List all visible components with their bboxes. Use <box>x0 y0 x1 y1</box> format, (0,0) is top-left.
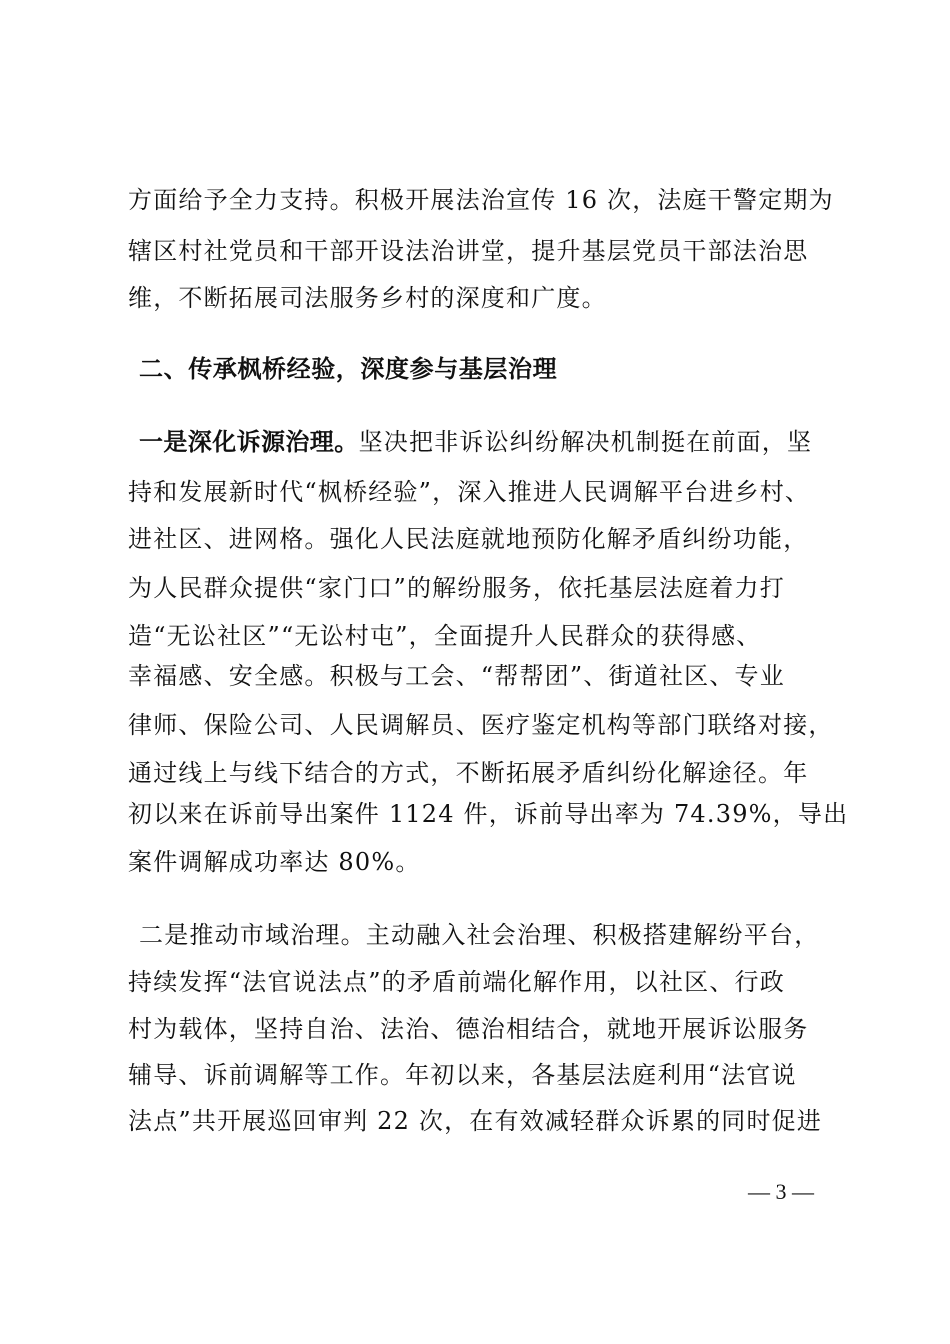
paragraph-2-line-3: 进社区、进网格。强化人民法庭就地预防化解矛盾纠纷功能， <box>128 525 809 553</box>
paragraph-2-lead-bold: 一是深化诉源治理。 <box>139 428 359 456</box>
paragraph-2-line-7: 律师、保险公司、人民调解员、医疗鉴定机构等部门联络对接， <box>128 711 834 739</box>
paragraph-1-line-2: 辖区村社党员和干部开设法治讲堂，提升基层党员干部法治思 <box>128 237 809 265</box>
paragraph-2-line-4: 为人民群众提供“家门口”的解纷服务，依托基层法庭着力打 <box>128 574 785 602</box>
page-number: — 3 — <box>748 1179 814 1204</box>
section-heading: 二、传承枫桥经验，深度参与基层治理 <box>139 355 558 383</box>
paragraph-2-line-6: 幸福感、安全感。积极与工会、“帮帮团”、街道社区、专业 <box>128 662 785 690</box>
paragraph-1-line-3: 维，不断拓展司法服务乡村的深度和广度。 <box>128 284 607 312</box>
paragraph-2-line-2: 持和发展新时代“枫桥经验”，深入推进人民调解平台进乡村、 <box>128 478 811 506</box>
paragraph-1-line-1: 方面给予全力支持。积极开展法治宣传 16 次，法庭干警定期为 <box>128 186 834 214</box>
paragraph-2-line-5: 造“无讼社区”“无讼村屯”，全面提升人民群众的获得感、 <box>128 622 762 650</box>
paragraph-2-line-10: 案件调解成功率达 80%。 <box>128 848 421 876</box>
paragraph-2-line-1 <box>139 426 812 458</box>
paragraph-3-line-5: 法点”共开展巡回审判 22 次，在有效减轻群众诉累的同时促进 <box>128 1107 823 1135</box>
paragraph-3-line-1: 二是推动市域治理。主动融入社会治理、积极搭建解纷平台， <box>139 921 820 949</box>
paragraph-3-line-3: 村为载体，坚持自治、法治、德治相结合，就地开展诉讼服务 <box>128 1015 809 1043</box>
paragraph-2-line-1-rest: 坚决把非诉讼纠纷解决机制挺在前面，坚 <box>358 428 813 456</box>
paragraph-3-line-4: 辅导、诉前调解等工作。年初以来，各基层法庭利用“法官说 <box>128 1061 797 1089</box>
paragraph-2-line-8: 通过线上与线下结合的方式，不断拓展矛盾纠纷化解途径。年 <box>128 759 809 787</box>
paragraph-2-line-9: 初以来在诉前导出案件 1124 件，诉前导出率为 74.39%，导出 <box>128 800 849 828</box>
paragraph-3-line-2: 持续发挥“法官说法点”的矛盾前端化解作用，以社区、行政 <box>128 968 785 996</box>
